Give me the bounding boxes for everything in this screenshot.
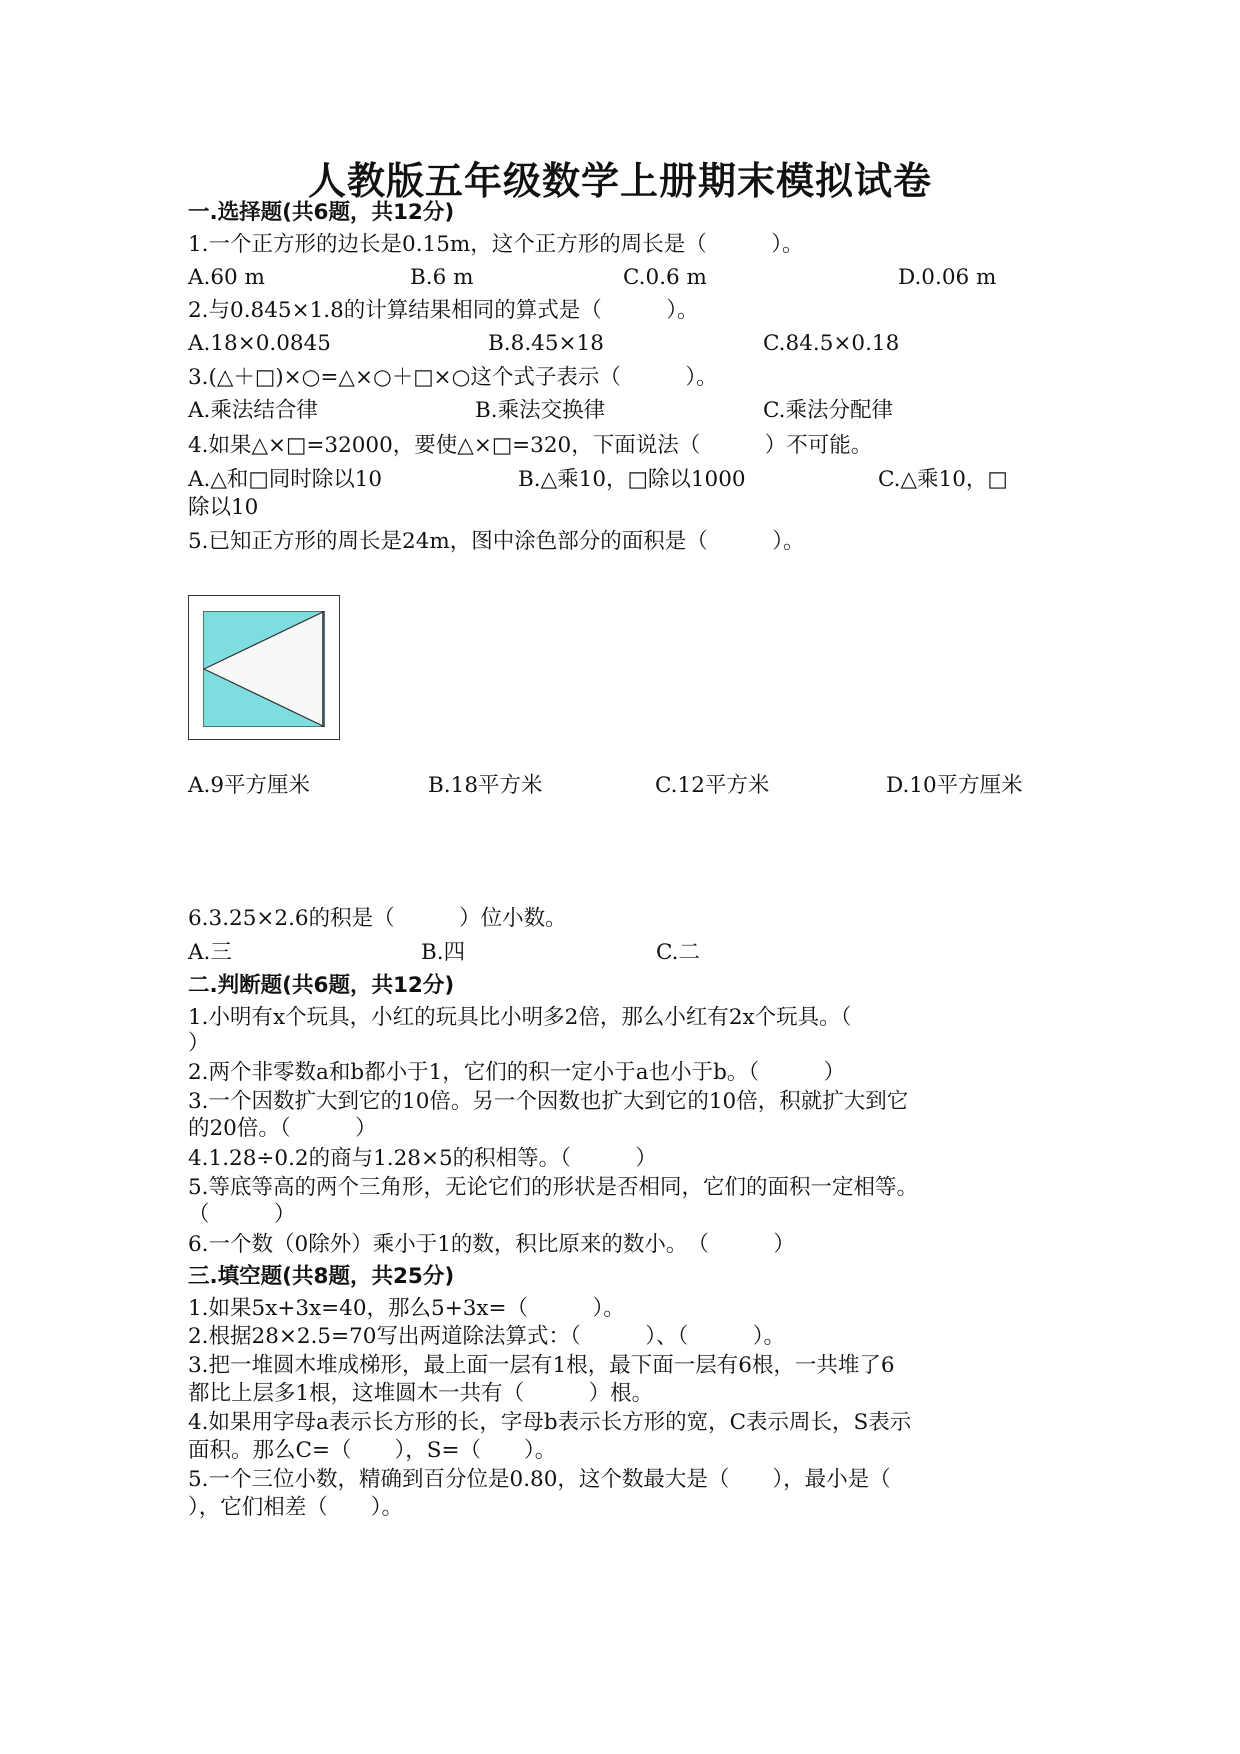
question-1: 1.一个正方形的边长是0.15m，这个正方形的周长是（ ）。 <box>188 232 804 257</box>
shaded-square-diagram <box>203 611 325 727</box>
section-heading-judgement: 二.判断题(共6题，共12分) <box>188 973 455 998</box>
option-a: A.18×0.0845 <box>188 331 331 356</box>
option-a: A.△和□同时除以10 <box>188 467 383 492</box>
option-c: C.12平方米 <box>655 773 770 798</box>
option-b: B.8.45×18 <box>488 331 604 356</box>
option-a: A.60 m <box>188 265 265 290</box>
section-heading-fill-blank: 三.填空题(共8题，共25分) <box>188 1264 455 1289</box>
option-b: B.四 <box>421 940 466 965</box>
question-4-option-wrap: 除以10 <box>188 495 259 520</box>
section-heading-choice: 一.选择题(共6题，共12分) <box>188 200 455 225</box>
option-c: C.84.5×0.18 <box>763 331 900 356</box>
page-title: 人教版五年级数学上册期末模拟试卷 <box>307 159 932 203</box>
fill-blank-line: 面积。那么C=（ ），S=（ ）。 <box>188 1438 557 1463</box>
question-3: 3.(△＋□)×○=△×○＋□×○这个式子表示（ ）。 <box>188 365 718 390</box>
fill-blank-line: 5.一个三位小数，精确到百分位是0.80，这个数最大是（ ），最小是（ <box>188 1467 891 1492</box>
option-d: D.0.06 m <box>898 265 997 290</box>
judgement-line: 5.等底等高的两个三角形，无论它们的形状是否相同，它们的面积一定相等。 <box>188 1175 919 1200</box>
question-4: 4.如果△×□=32000，要使△×□=320，下面说法（ ）不可能。 <box>188 433 873 458</box>
judgement-line: （ ） <box>188 1202 296 1227</box>
fill-blank-line: 3.把一堆圆木堆成梯形，最上面一层有1根，最下面一层有6根，一共堆了6 <box>188 1353 895 1378</box>
option-c: C.△乘10，□ <box>878 467 1008 492</box>
option-d: D.10平方厘米 <box>886 773 1023 798</box>
option-c: C.0.6 m <box>623 265 707 290</box>
option-a: A.乘法结合律 <box>188 398 318 423</box>
square-figure <box>188 595 340 740</box>
fill-blank-line: 都比上层多1根，这堆圆木一共有（ ）根。 <box>188 1381 654 1406</box>
option-a: A.三 <box>188 940 232 965</box>
judgement-line: ） <box>188 1031 210 1056</box>
judgement-line: 的20倍。（ ） <box>188 1116 377 1141</box>
option-c: C.二 <box>656 940 701 965</box>
question-6: 6.3.25×2.6的积是（ ）位小数。 <box>188 906 567 931</box>
option-a: A.9平方厘米 <box>188 773 311 798</box>
option-b: B.△乘10，□除以1000 <box>518 467 746 492</box>
option-c: C.乘法分配律 <box>763 398 894 423</box>
fill-blank-line: ），它们相差（ ）。 <box>188 1495 404 1520</box>
fill-blank-line: 4.如果用字母a表示长方形的长，字母b表示长方形的宽，C表示周长，S表示 <box>188 1410 912 1435</box>
option-b: B.6 m <box>410 265 474 290</box>
option-b: B.18平方米 <box>428 773 543 798</box>
judgement-line: 1.小明有x个玩具，小红的玩具比小明多2倍，那么小红有2x个玩具。（ <box>188 1005 852 1030</box>
fill-blank-line: 2.根据28×2.5=70写出两道除法算式：（ ）、（ ）。 <box>188 1324 785 1349</box>
judgement-line: 4.1.28÷0.2的商与1.28×5的积相等。（ ） <box>188 1146 657 1171</box>
fill-blank-line: 1.如果5x+3x=40，那么5+3x=（ ）。 <box>188 1296 625 1321</box>
judgement-line: 2.两个非零数a和b都小于1，它们的积一定小于a也小于b。（ ） <box>188 1060 846 1085</box>
question-2: 2.与0.845×1.8的计算结果相同的算式是（ ）。 <box>188 298 699 323</box>
judgement-line: 6.一个数（0除外）乘小于1的数，积比原来的数小。 （ ） <box>188 1232 795 1257</box>
judgement-line: 3.一个因数扩大到它的10倍。另一个因数也扩大到它的10倍，积就扩大到它 <box>188 1089 909 1114</box>
option-b: B.乘法交换律 <box>475 398 606 423</box>
question-5: 5.已知正方形的周长是24m，图中涂色部分的面积是（ ）。 <box>188 529 805 554</box>
